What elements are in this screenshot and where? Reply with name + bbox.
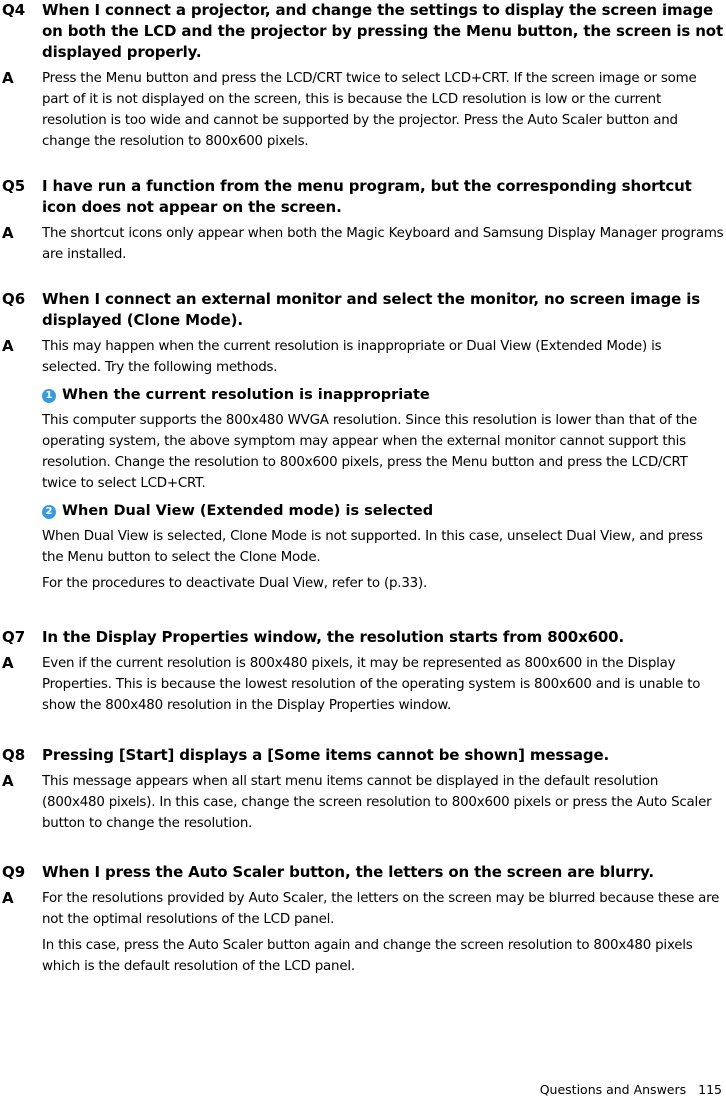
sub-heading-text: When Dual View (Extended mode) is selected <box>62 503 434 519</box>
question-number: Q4 <box>2 1 26 19</box>
question-text: In the Display Properties window, the resolution starts from 800x600. <box>42 628 625 646</box>
question-number: Q9 <box>2 863 26 881</box>
question-text: Pressing [Start] displays a [Some items cannot be shown] message. <box>42 746 610 764</box>
page-number: 115 <box>698 1082 722 1097</box>
number-2-icon: 2 <box>42 505 56 519</box>
sub-heading <box>42 501 724 522</box>
answer-label: A <box>2 654 14 672</box>
qa-q6 <box>0 289 726 594</box>
answer-label: A <box>2 224 14 242</box>
answer-text: This may happen when the current resolution is inappropriate or Dual View (Extended Mode) is selected. Try the following methods. <box>42 339 662 375</box>
footer-section: Questions and Answers <box>539 1082 687 1097</box>
answer-text: Press the Menu button and press the LCD/CRT twice to select LCD+CRT. If the screen image or some part of it is not displayed on the screen, this is because the LCD resolution is low or the current resolution is too wide and cannot be supported by the projector. Press the Auto Scaler button and change the resolution to 800x600 pixels. <box>42 71 697 149</box>
question-number: Q5 <box>2 177 26 195</box>
answer-text: Even if the current resolution is 800x480 pixels, it may be represented as 800x600 in the Display Properties. This is because the lowest resolution of the operating system is 800x600 and is unable to show the 800x480 resolution in the Display Properties window. <box>42 656 701 713</box>
question-number: Q8 <box>2 746 26 764</box>
answer-label: A <box>2 337 14 355</box>
sub-heading-text: When the current resolution is inappropriate <box>62 387 430 403</box>
question-number: Q6 <box>2 290 26 308</box>
answer-text: This message appears when all start menu items cannot be displayed in the default resolution (800x480 pixels). In this case, change the screen resolution to 800x600 pixels or press the Auto Scaler button to change the resolution. <box>42 774 712 831</box>
sub-paragraph: For the procedures to deactivate Dual View, refer to (p.33). <box>42 576 428 591</box>
answer-text: For the resolutions provided by Auto Scaler, the letters on the screen may be blurred because these are not the optimal resolutions of the LCD panel. <box>42 891 720 927</box>
sub-paragraph: This computer supports the 800x480 WVGA resolution. Since this resolution is lower than that of the operating system, the above symptom may appear when the external monitor cannot support this resolution. Change the resolution to 800x600 pixels, press the Menu button and press the LCD/CRT twice to select LCD+CRT. <box>42 413 698 491</box>
qa-q9 <box>0 862 726 977</box>
question-text: I have run a function from the menu program, but the corresponding shortcut icon does not appear on the screen. <box>42 177 692 216</box>
answer-text: In this case, press the Auto Scaler button again and change the screen resolution to 800x480 pixels which is the default resolution of the LCD panel. <box>42 938 693 974</box>
answer-label: A <box>2 772 14 790</box>
qa-q4 <box>0 0 726 152</box>
answer-text: The shortcut icons only appear when both the Magic Keyboard and Samsung Display Manager programs are installed. <box>42 226 724 262</box>
qa-q7 <box>0 627 726 716</box>
page-footer <box>540 1082 722 1097</box>
question-text: When I connect a projector, and change the settings to display the screen image on both the LCD and the projector by pressing the Menu button, the screen is not displayed properly. <box>42 1 723 61</box>
number-1-icon: 1 <box>42 389 56 403</box>
sub-heading <box>42 385 724 406</box>
question-text: When I press the Auto Scaler button, the letters on the screen are blurry. <box>42 863 654 881</box>
answer-label: A <box>2 889 14 907</box>
answer-label: A <box>2 69 14 87</box>
qa-q5 <box>0 176 726 265</box>
qa-q8 <box>0 745 726 834</box>
sub-paragraph: When Dual View is selected, Clone Mode is not supported. In this case, unselect Dual View, and press the Menu button to select the Clone Mode. <box>42 529 703 565</box>
question-number: Q7 <box>2 628 26 646</box>
question-text: When I connect an external monitor and select the monitor, no screen image is displayed (Clone Mode). <box>42 290 701 329</box>
